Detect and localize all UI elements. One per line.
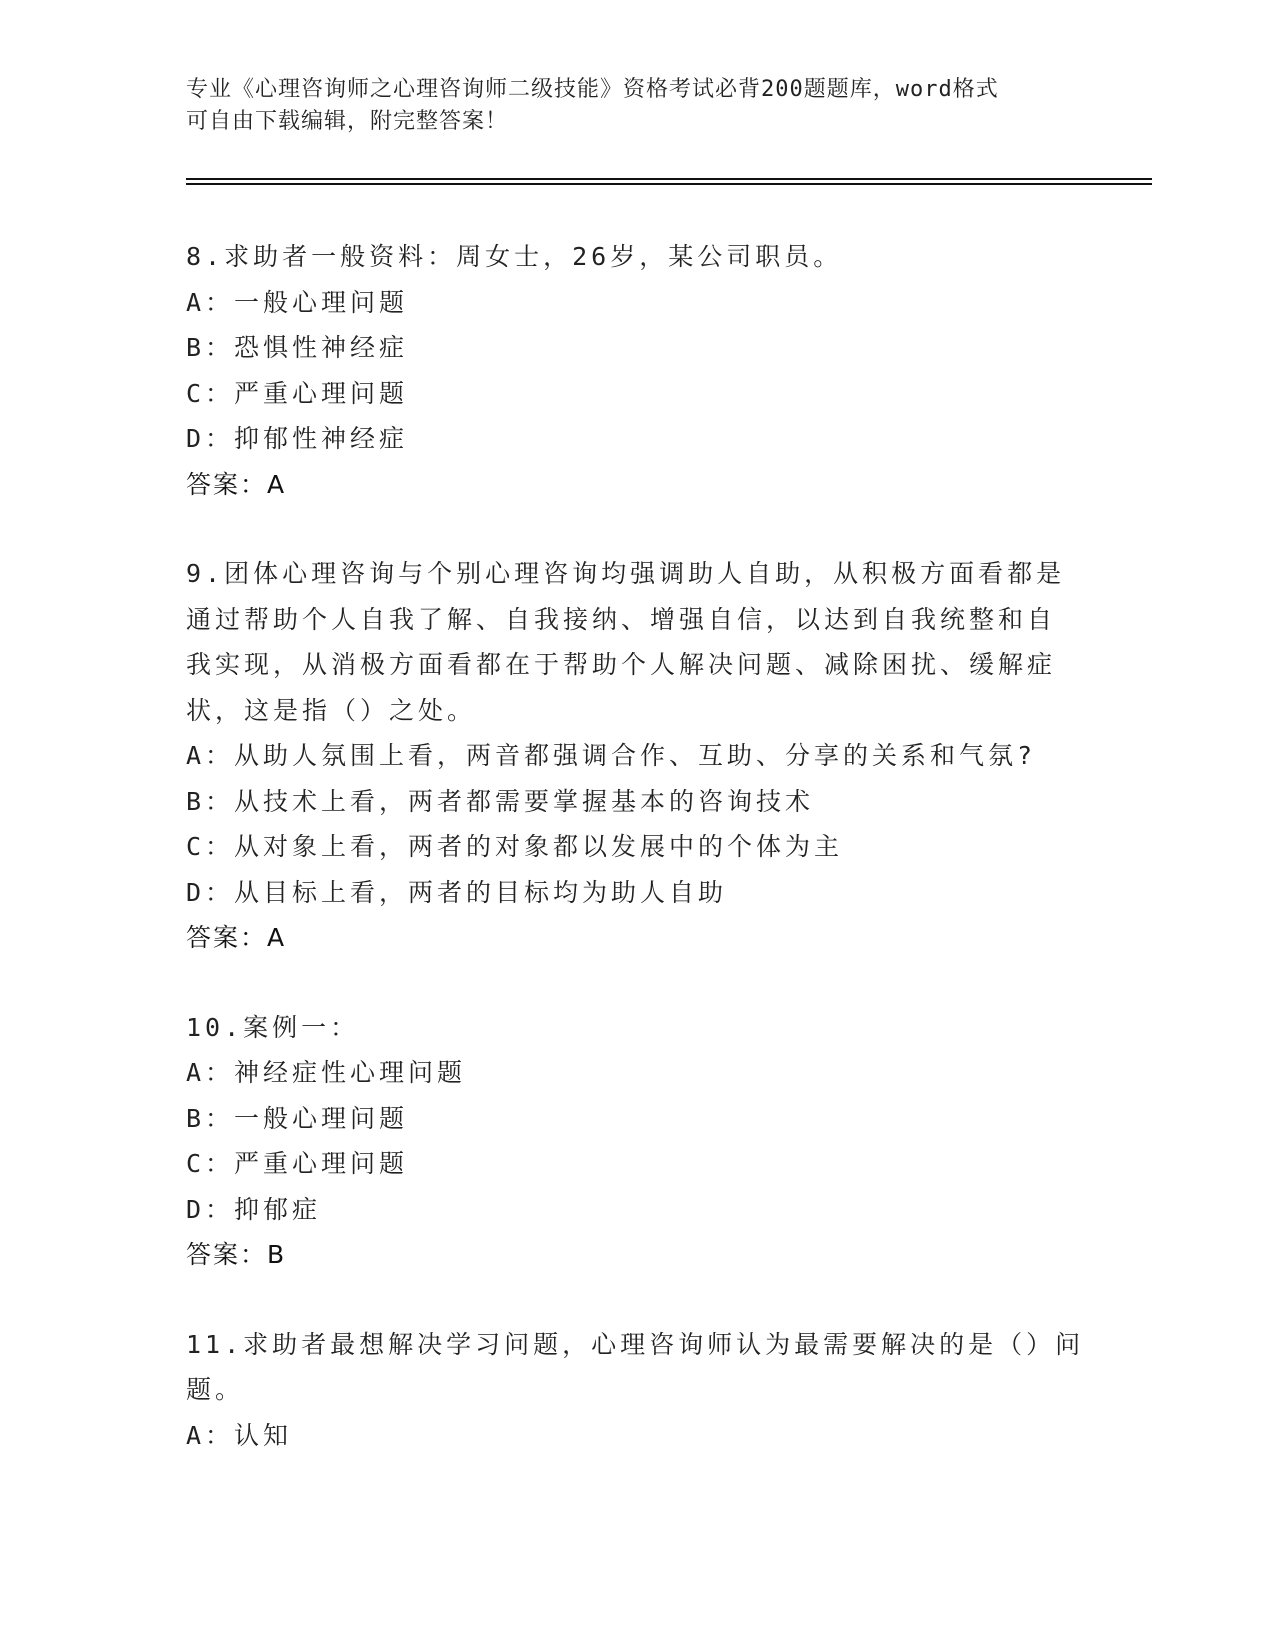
question-text-line: 题。 — [186, 1375, 245, 1404]
option-b: B：一般心理问题 — [186, 1103, 409, 1133]
option-a: A：神经症性心理问题 — [186, 1058, 467, 1087]
option-d: D：从目标上看，两者的目标均为助人自助 — [186, 877, 728, 907]
question-10 — [186, 1005, 1086, 1278]
question-text: 10.案例一： — [186, 1012, 360, 1042]
header-line-2: 可自由下载编辑，附完整答案！ — [186, 109, 509, 134]
option-d: D：抑郁症 — [186, 1194, 322, 1224]
question-text-line: 状，这是指（）之处。 — [186, 695, 477, 725]
question-list — [186, 234, 1086, 1502]
answer: 答案：A — [186, 923, 287, 952]
answer: 答案：B — [186, 1240, 287, 1269]
question-8 — [186, 234, 1086, 507]
question-text: 8.求助者一般资料：周女士，26岁，某公司职员。 — [186, 242, 843, 271]
question-text-line: 我实现，从消极方面看都在于帮助个人解决问题、减除困扰、缓解症 — [186, 650, 1057, 679]
option-b: B：从技术上看，两者都需要掌握基本的咨询技术 — [186, 786, 815, 816]
header-line-1: 专业《心理咨询师之心理咨询师二级技能》资格考试必背200题题库，word格式 — [186, 77, 999, 102]
question-text-line: 11.求助者最想解决学习问题，心理咨询师认为最需要解决的是（）问 — [186, 1329, 1085, 1359]
option-c: C：从对象上看，两者的对象都以发展中的个体为主 — [186, 832, 844, 861]
header-divider-top — [186, 178, 1152, 180]
option-a: A：认知 — [186, 1420, 293, 1450]
question-text-line: 通过帮助个人自我了解、自我接纳、增强自信，以达到自我统整和自 — [186, 604, 1057, 634]
answer: 答案：A — [186, 469, 287, 499]
option-d: D：抑郁性神经症 — [186, 424, 409, 453]
question-text-line: 9.团体心理咨询与个别心理咨询均强调助人自助，从积极方面看都是 — [186, 559, 1066, 588]
header-divider-bottom — [186, 183, 1152, 185]
option-c: C：严重心理问题 — [186, 1149, 409, 1178]
question-11 — [186, 1322, 1086, 1459]
option-a: A：一般心理问题 — [186, 287, 409, 317]
option-a: A：从助人氛围上看，两音都强调合作、互助、分享的关系和气氛? — [186, 741, 1037, 770]
option-c: C：严重心理问题 — [186, 378, 409, 408]
option-b: B：恐惧性神经症 — [186, 333, 409, 362]
document-header — [186, 74, 1086, 138]
question-9 — [186, 551, 1086, 961]
